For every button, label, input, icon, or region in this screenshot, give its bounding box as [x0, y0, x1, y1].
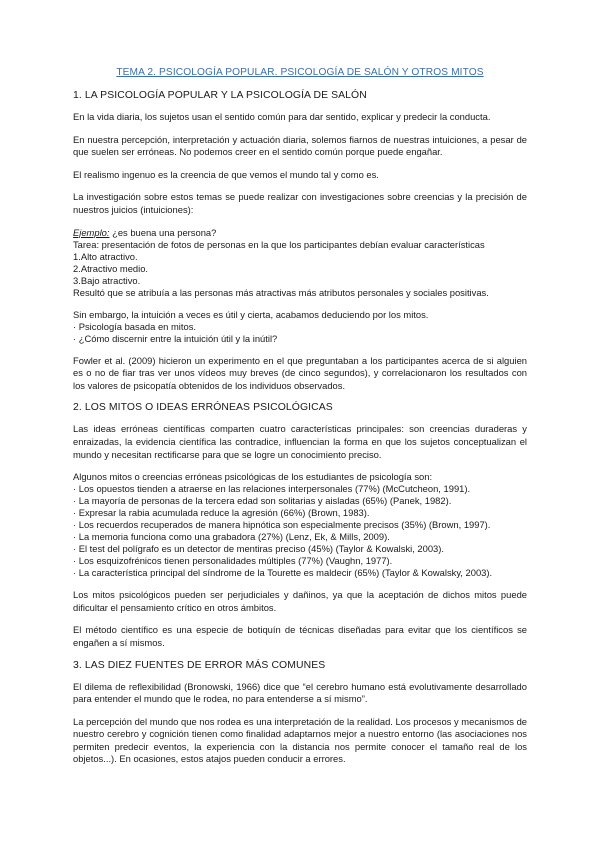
list-item: · Los esquizofrénicos tienen personalidades múltiples (77%) (Vaughn, 1977).: [73, 555, 393, 567]
list-item: · La mayoría de personas de la tercera edad son solitarias y aisladas (65%) (Panek, 1982).: [73, 495, 452, 507]
section-2-heading: 2. LOS MITOS O IDEAS ERRÓNEAS PSICOLÓGICAS: [73, 402, 333, 414]
example-line: Tarea: presentación de fotos de personas en la que los participantes debían evaluar características: [73, 238, 485, 250]
example-line: Resultó que se atribuía a las personas más atractivas más atributos personales y sociales positivas.: [73, 286, 489, 298]
text-line: Sin embargo, la intuición a veces es útil y cierta, acabamos deduciendo por los mitos.: [73, 308, 429, 320]
list-item: · Psicología basada en mitos.: [73, 320, 196, 332]
section-3-heading: 3. LAS DIEZ FUENTES DE ERROR MÁS COMUNES: [73, 659, 326, 671]
example-block: [73, 227, 527, 299]
paragraph: El realismo ingenuo es la creencia de que vemos el mundo tal y como es.: [73, 168, 379, 180]
list-intro: Algunos mitos o creencias erróneas psicológicas de los estudiantes de psicología son:: [73, 471, 433, 483]
section-1-heading: 1. LA PSICOLOGÍA POPULAR Y LA PSICOLOGÍA DE SALÓN: [73, 90, 367, 101]
paragraph: En nuestra percepción, interpretación y actuación diaria, solemos fiarnos de nuestras intuiciones, a pesar de que suelen ser erróneas. No podemos creer en el sentido común porque puede engañar.: [73, 133, 527, 158]
paragraph: La investigación sobre estos temas se puede realizar con investigaciones sobre creencias y la precisión de nuestros juicios (intuiciones):: [73, 191, 527, 215]
paragraph: Fowler et al. (2009) hicieron un experimento en el que preguntaban a los participantes acerca de si alguien es o no de fiar tras ver unos vídeos muy breves (de cinco segundos), y correlacionaron los resultados con los valores de psicopatía obtenidos de los individuos observados.: [73, 354, 527, 391]
myths-list: [73, 471, 527, 579]
paragraph: En la vida diaria, los sujetos usan el sentido común para dar sentido, explicar y predecir la conducta.: [73, 111, 491, 122]
paragraph: Los mitos psicológicos pueden ser perjudiciales y dañinos, ya que la aceptación de dichos mitos puede dificultar el pensamiento crítico en otros ámbitos.: [73, 589, 527, 613]
example-question: ¿es buena una persona?: [109, 226, 217, 238]
list-item: · La memoria funciona como una grabadora (27%) (Lenz, Ek, & Mills, 2009).: [73, 531, 390, 543]
list-item: · Los recuerdos recuperados de manera hipnótica son especialmente precisos (35%) (Brown, 1997).: [73, 519, 491, 531]
list-item: · ¿Cómo discernir entre la intuición útil y la inútil?: [73, 332, 278, 344]
paragraph: La percepción del mundo que nos rodea es una interpretación de la realidad. Los procesos y mecanismos de nuestro cerebro y cognición tienen como finalidad adaptarnos mejor a nuestro entorno (las asociaciones nos permiten predecir eventos, la experiencia con la distancia nos permite conocer el tamaño real de los objetos...). En ocasiones, estos atajos pueden conducir a errores.: [73, 715, 527, 765]
myth-intuition-block: [73, 309, 527, 345]
list-item: · El test del polígrafo es un detector de mentiras preciso (45%) (Taylor & Kowalski, 2003).: [73, 543, 445, 555]
example-label: Ejemplo:: [73, 226, 110, 238]
list-item: · Expresar la rabia acumulada reduce la agresión (66%) (Brown, 1983).: [73, 507, 370, 519]
paragraph: Las ideas erróneas científicas comparten cuatro características principales: son creencias duraderas y enraizadas, la evidencia científica las contradice, influencian la forma en que los sujetos conceptualizan el mundo y necesitan rectificarse para que se logre un conocimiento preciso.: [73, 423, 527, 460]
paragraph: El dilema de reflexibilidad (Bronowski, 1966) dice que “el cerebro humano está evolutivamente desarrollado para entender el mundo que le rodea, no para entenderse a sí mismo”.: [73, 680, 527, 705]
list-item: · La característica principal del síndrome de la Tourette es maldecir (65%) (Taylor & Kowalsky, 2003).: [73, 567, 493, 579]
document-title: TEMA 2. PSICOLOGÍA POPULAR. PSICOLOGÍA DE SALÓN Y OTROS MITOS: [116, 67, 484, 78]
example-heading-line: [73, 227, 527, 239]
example-line: 2.Atractivo medio.: [73, 262, 149, 274]
list-item: · Los opuestos tienden a atraerse en las relaciones interpersonales (77%) (McCutcheon, 1991).: [73, 483, 471, 495]
paragraph: El método científico es una especie de botiquín de técnicas diseñadas para evitar que los científicos se engañen a sí mismos.: [73, 624, 527, 648]
example-line: 1.Alto atractivo.: [73, 250, 138, 262]
example-line: 3.Bajo atractivo.: [73, 274, 141, 286]
